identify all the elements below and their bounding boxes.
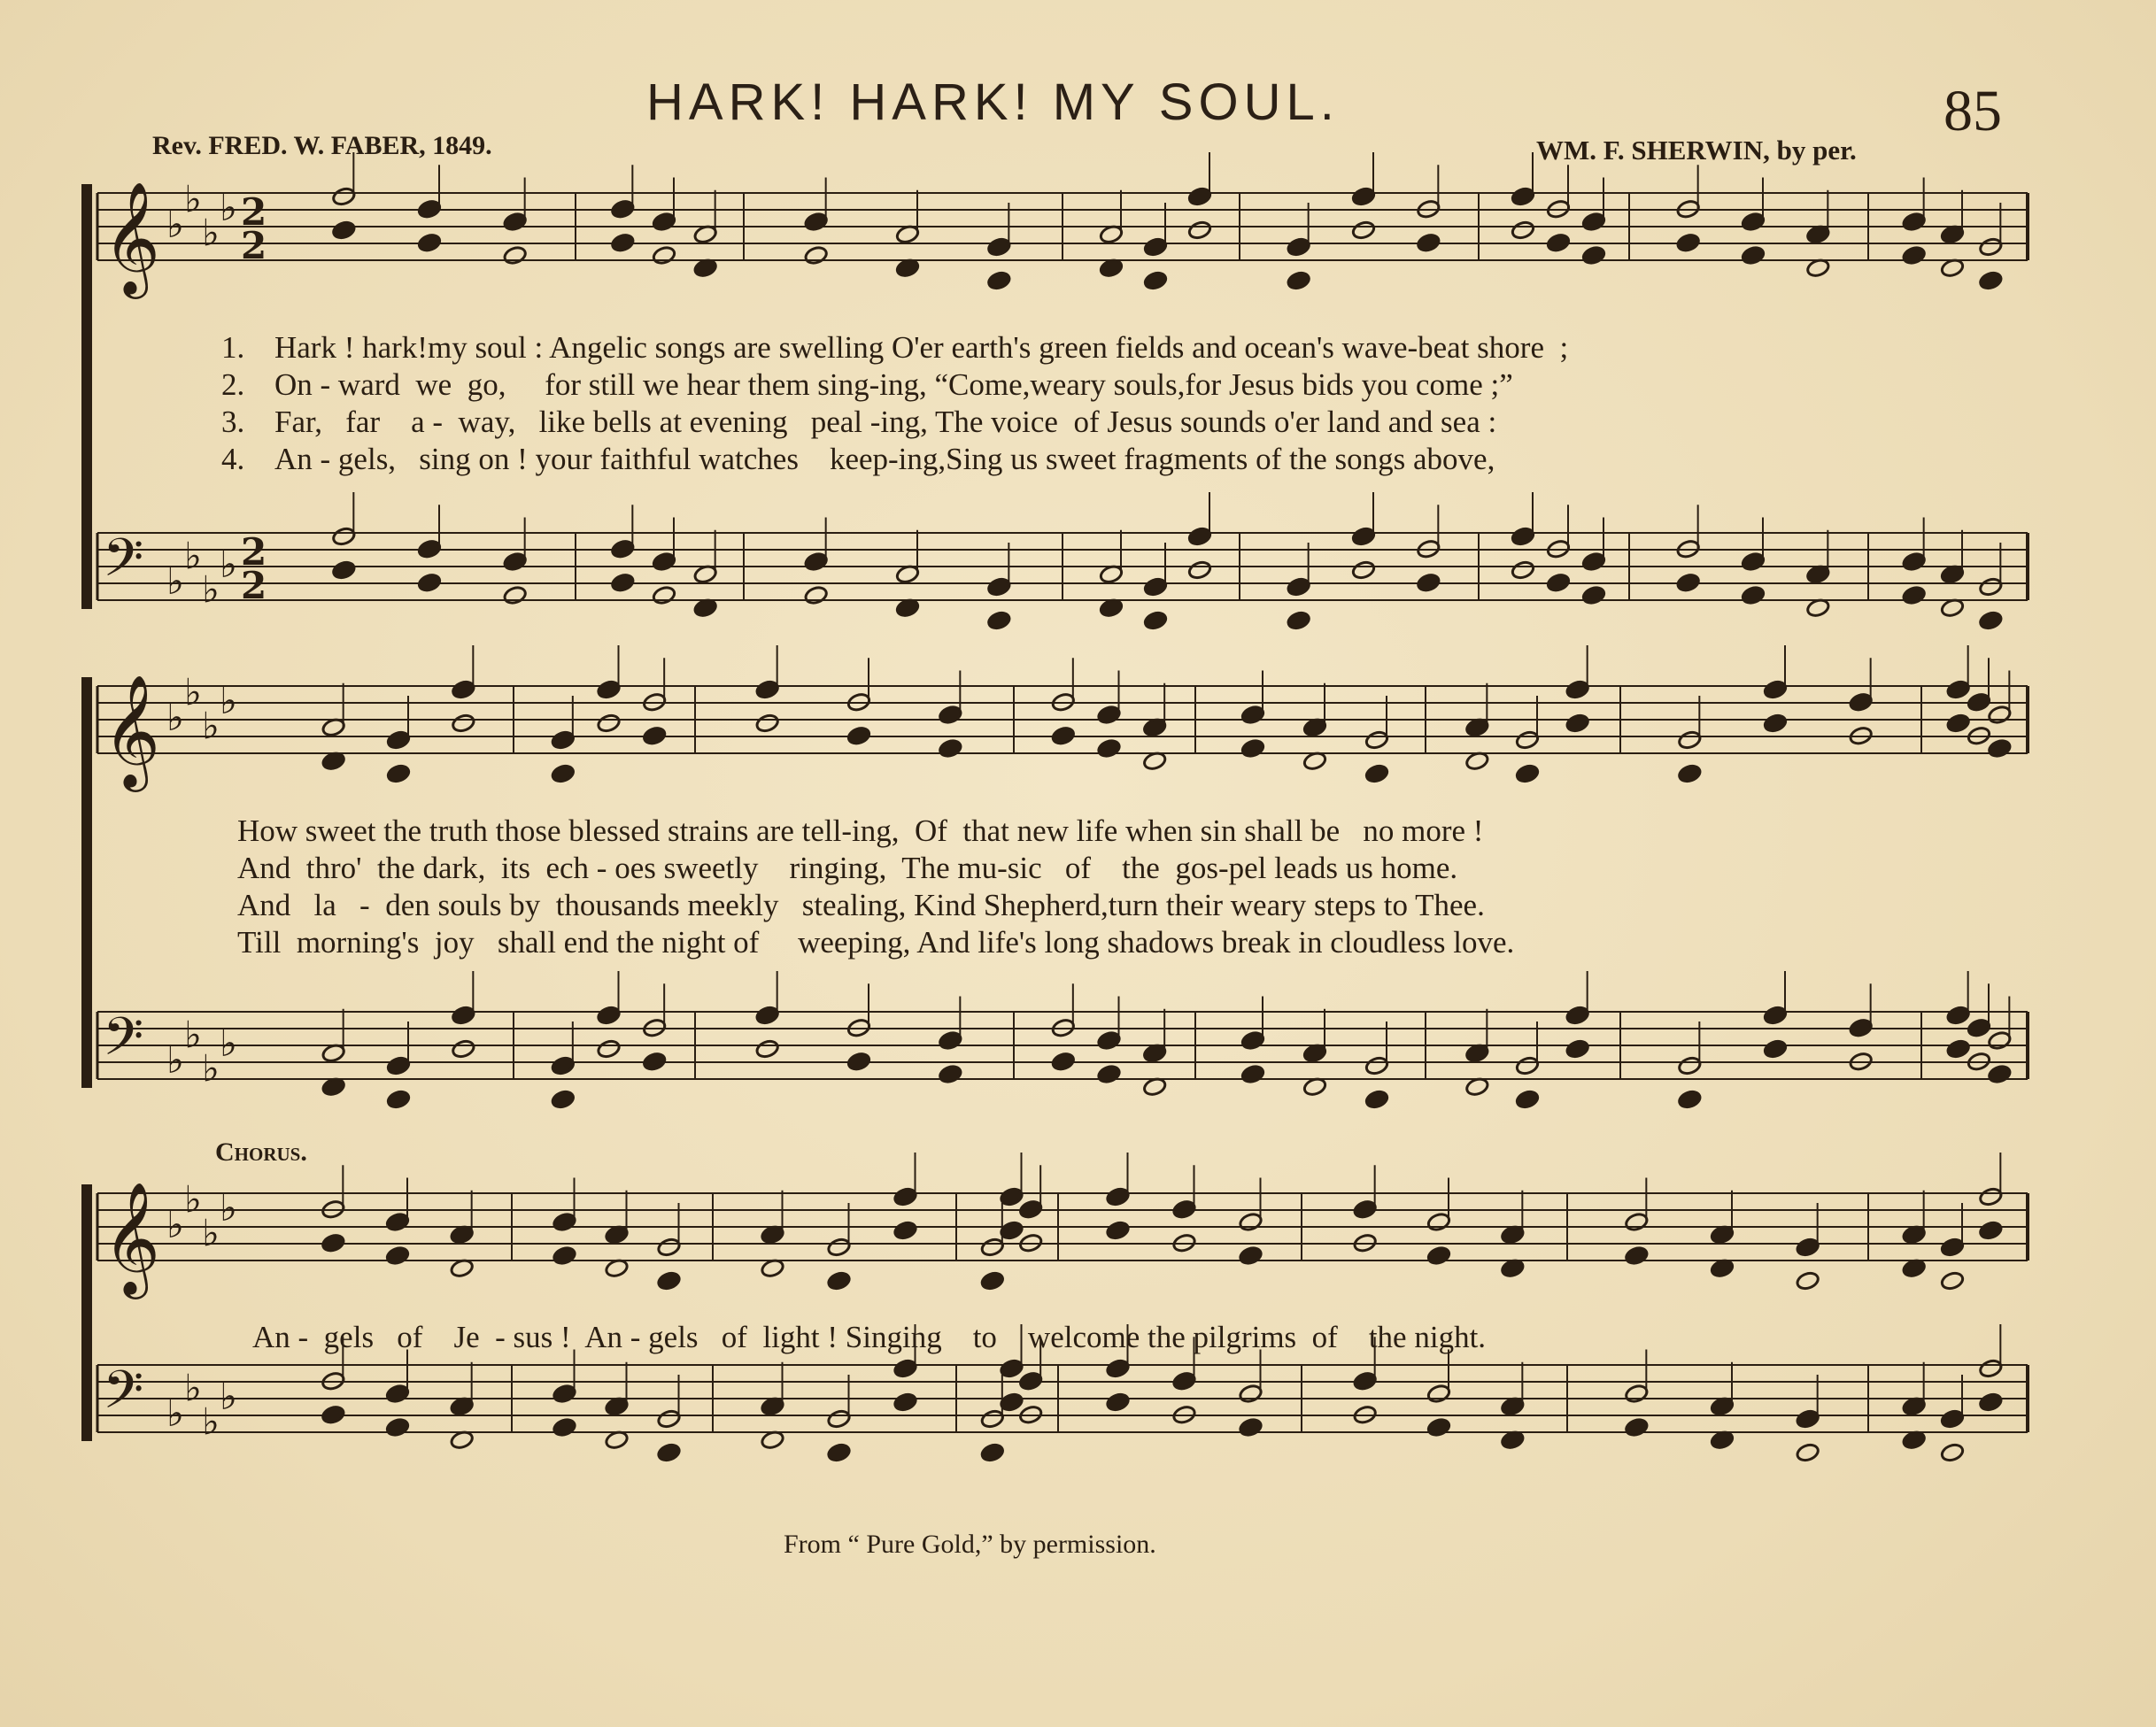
note-head <box>1741 551 1766 572</box>
note-head <box>1240 1064 1265 1084</box>
note-head <box>331 526 356 546</box>
note-head <box>451 1038 475 1059</box>
note-head <box>331 186 356 206</box>
note-head <box>1364 1089 1389 1109</box>
note-head <box>1565 679 1590 699</box>
flat-sign-icon: ♭ <box>202 211 220 255</box>
note-head <box>1238 1245 1263 1266</box>
note-head <box>1511 220 1535 240</box>
note-head <box>893 1220 917 1240</box>
note-head <box>999 1186 1024 1207</box>
note-head <box>1796 1408 1820 1429</box>
chorus-label: Chorus. <box>215 1137 307 1167</box>
note-head <box>1096 1030 1121 1051</box>
note-head <box>417 233 442 253</box>
note-head <box>1105 1220 1130 1240</box>
note-head <box>826 1270 851 1291</box>
note-head <box>755 1005 780 1025</box>
note-head <box>642 1052 667 1072</box>
note-head <box>451 713 475 733</box>
note-head <box>1796 1442 1820 1462</box>
note-head <box>1546 573 1571 593</box>
note-head <box>1364 729 1389 750</box>
note-head <box>1143 236 1168 257</box>
note-head <box>893 1358 917 1378</box>
flat-sign-icon: ♭ <box>166 1203 184 1246</box>
note-head <box>503 245 528 266</box>
note-head <box>1187 526 1212 546</box>
note-head <box>804 585 829 605</box>
note-head <box>1515 1089 1540 1109</box>
verse-line-2b: And thro' the dark, its ech - oes sweetly ringing, The mu-sic of the gos-pel leads us home. <box>237 851 1458 885</box>
note-head <box>1287 576 1311 597</box>
flat-sign-icon: ♭ <box>202 1046 220 1091</box>
note-head <box>503 551 528 572</box>
note-head <box>1940 1408 1965 1429</box>
flat-sign-icon: ♭ <box>220 186 237 229</box>
note-head <box>1624 1245 1649 1266</box>
note-head <box>1978 610 2003 630</box>
note-head <box>1515 763 1540 783</box>
note-head <box>1240 1030 1265 1051</box>
note-head <box>1287 236 1311 257</box>
note-head <box>1763 1038 1788 1059</box>
note-head <box>1105 1358 1130 1378</box>
bass-clef-icon: 𝄢 <box>103 527 144 601</box>
note-head <box>1240 738 1265 759</box>
note-head <box>1581 245 1606 266</box>
note-head <box>980 1270 1005 1291</box>
note-head <box>1187 220 1212 240</box>
note-head <box>386 1089 411 1109</box>
flat-sign-icon: ♭ <box>184 534 202 578</box>
note-head <box>386 729 411 750</box>
note-head <box>331 559 356 580</box>
note-head <box>1096 738 1121 759</box>
note-head <box>1018 1371 1043 1392</box>
note-head <box>1426 1384 1451 1404</box>
note-head <box>938 738 962 759</box>
note-head <box>656 1270 681 1291</box>
note-head <box>1940 1237 1965 1257</box>
note-head <box>652 245 676 266</box>
note-head <box>1967 1018 1991 1038</box>
note-head <box>552 1212 576 1232</box>
system-bracket <box>81 184 92 609</box>
note-head <box>980 1408 1005 1429</box>
note-head <box>1240 705 1265 725</box>
note-head <box>610 233 635 253</box>
note-head <box>1902 245 1927 266</box>
note-head <box>386 763 411 783</box>
note-head <box>385 1417 410 1438</box>
note-head <box>1677 763 1702 783</box>
note-head <box>552 1417 576 1438</box>
note-head <box>386 1055 411 1076</box>
flat-sign-icon: ♭ <box>166 559 184 603</box>
note-head <box>1624 1417 1649 1438</box>
verse-line-4b: Till morning's joy shall end the night of weeping, And life's long shadows break in cloudless love. <box>237 925 1515 960</box>
note-head <box>1940 1442 1965 1462</box>
note-head <box>980 1237 1005 1257</box>
footer-credit: From “ Pure Gold,” by permission. <box>784 1530 1156 1559</box>
note-head <box>1364 763 1389 783</box>
note-head <box>1946 679 1971 699</box>
note-head <box>596 1038 621 1059</box>
bass-clef-icon: 𝄢 <box>103 1006 144 1080</box>
note-head <box>656 1408 681 1429</box>
note-head <box>610 199 635 220</box>
verse-line-1b: How sweet the truth those blessed strains are tell-ing, Of that new life when sin shall be no more ! <box>237 813 1484 848</box>
note-head <box>1677 729 1702 750</box>
note-head <box>417 573 442 593</box>
note-head <box>1143 610 1168 630</box>
note-head <box>503 212 528 232</box>
note-head <box>1624 1384 1649 1404</box>
note-head <box>1987 1030 2012 1051</box>
note-head <box>826 1237 851 1257</box>
verse-line-1: 1. Hark ! hark!my soul : Angelic songs are swelling O'er earth's green fields and ocean's wave-beat shore ; <box>221 330 1569 365</box>
note-head <box>938 705 962 725</box>
flat-sign-icon: ♭ <box>220 1375 237 1418</box>
note-head <box>596 1005 621 1025</box>
note-head <box>846 726 871 746</box>
note-head <box>826 1442 851 1462</box>
note-head <box>1416 233 1441 253</box>
note-head <box>755 713 780 733</box>
note-head <box>1987 738 2012 759</box>
note-head <box>1353 1199 1378 1220</box>
note-head <box>755 1038 780 1059</box>
note-head <box>1051 1052 1076 1072</box>
note-head <box>1796 1270 1820 1291</box>
note-head <box>893 1392 917 1412</box>
note-head <box>1978 270 2003 290</box>
note-head <box>1105 1392 1130 1412</box>
note-head <box>1416 573 1441 593</box>
note-head <box>417 199 442 220</box>
time-signature-top: 2 <box>241 530 267 574</box>
note-head <box>331 220 356 240</box>
hymn-title: HARK! HARK! MY SOUL. <box>646 73 1340 131</box>
note-head <box>610 573 635 593</box>
note-head <box>1946 713 1971 733</box>
note-head <box>1677 1089 1702 1109</box>
note-head <box>1515 1055 1540 1076</box>
note-head <box>846 1052 871 1072</box>
note-head <box>1105 1186 1130 1207</box>
note-head <box>1171 1199 1196 1220</box>
note-head <box>321 1233 345 1253</box>
note-head <box>552 1384 576 1404</box>
note-head <box>1849 692 1874 713</box>
note-head <box>596 679 621 699</box>
note-head <box>1351 220 1376 240</box>
note-head <box>1565 1038 1590 1059</box>
note-head <box>1187 559 1212 580</box>
treble-clef-icon: 𝄞 <box>103 674 161 787</box>
note-head <box>385 1212 410 1232</box>
note-head <box>503 585 528 605</box>
composer-credit: WM. F. SHERWIN, by per. <box>1536 135 1857 166</box>
note-head <box>1565 713 1590 733</box>
note-head <box>1051 726 1076 746</box>
note-head <box>551 729 576 750</box>
flat-sign-icon: ♭ <box>202 1211 220 1255</box>
note-head <box>1143 576 1168 597</box>
note-head <box>1946 1038 1971 1059</box>
note-head <box>826 1408 851 1429</box>
time-signature-bottom: 2 <box>241 564 267 607</box>
note-head <box>1796 1237 1820 1257</box>
note-head <box>1987 1064 2012 1084</box>
note-head <box>656 1442 681 1462</box>
note-head <box>610 539 635 559</box>
author-credit: Rev. FRED. W. FABER, 1849. <box>152 131 492 160</box>
note-head <box>804 551 829 572</box>
verse-line-2: 2. On - ward we go, for still we hear them sing-ing, “Come,weary souls,for Jesus bids you come ;” <box>221 367 1513 402</box>
note-head <box>1902 585 1927 605</box>
note-head <box>1676 573 1701 593</box>
note-head <box>1902 212 1927 232</box>
flat-sign-icon: ♭ <box>166 1038 184 1082</box>
note-head <box>1978 1186 2003 1207</box>
bass-clef-icon: 𝄢 <box>103 1359 144 1433</box>
note-head <box>986 610 1011 630</box>
note-head <box>1978 1392 2003 1412</box>
note-head <box>1978 1358 2003 1378</box>
note-head <box>1581 551 1606 572</box>
note-head <box>986 236 1011 257</box>
flat-sign-icon: ♭ <box>202 704 220 748</box>
note-head <box>1676 233 1701 253</box>
page-number: 85 <box>1943 79 2002 143</box>
note-head <box>1978 236 2003 257</box>
note-head <box>1987 705 2012 725</box>
note-head <box>1581 212 1606 232</box>
note-head <box>804 245 829 266</box>
note-head <box>1677 1055 1702 1076</box>
note-head <box>1565 1005 1590 1025</box>
note-head <box>1426 1245 1451 1266</box>
note-head <box>1426 1417 1451 1438</box>
note-head <box>1351 559 1376 580</box>
system-bracket <box>81 677 92 1088</box>
note-head <box>1351 526 1376 546</box>
note-head <box>417 539 442 559</box>
note-head <box>385 1384 410 1404</box>
verse-line-3: 3. Far, far a - way, like bells at evening peal -ing, The voice of Jesus sounds o'er land and sea : <box>221 405 1497 439</box>
note-head <box>1940 1270 1965 1291</box>
note-head <box>1287 270 1311 290</box>
note-head <box>551 763 576 783</box>
note-head <box>1763 713 1788 733</box>
note-head <box>1096 705 1121 725</box>
note-head <box>451 679 475 699</box>
flat-sign-icon: ♭ <box>202 567 220 612</box>
treble-clef-icon: 𝄞 <box>103 1181 161 1294</box>
system-bracket <box>81 1184 92 1441</box>
time-signature-top: 2 <box>241 190 267 234</box>
note-head <box>1511 526 1535 546</box>
note-head <box>1511 186 1535 206</box>
flat-sign-icon: ♭ <box>166 1392 184 1435</box>
flat-sign-icon: ♭ <box>166 203 184 246</box>
flat-sign-icon: ♭ <box>202 1399 220 1444</box>
note-head <box>1143 270 1168 290</box>
note-head <box>1171 1371 1196 1392</box>
note-head <box>1741 245 1766 266</box>
flat-sign-icon: ♭ <box>220 1022 237 1065</box>
treble-clef-icon: 𝄞 <box>103 181 161 294</box>
note-head <box>1096 1064 1121 1084</box>
note-head <box>1978 1220 2003 1240</box>
flat-sign-icon: ♭ <box>220 543 237 586</box>
flat-sign-icon: ♭ <box>220 679 237 722</box>
note-head <box>656 1237 681 1257</box>
note-head <box>986 576 1011 597</box>
note-head <box>385 1245 410 1266</box>
note-head <box>1978 576 2003 597</box>
note-head <box>1902 551 1927 572</box>
flat-sign-icon: ♭ <box>220 1186 237 1230</box>
note-head <box>551 1089 576 1109</box>
note-head <box>999 1358 1024 1378</box>
note-head <box>652 585 676 605</box>
note-head <box>986 270 1011 290</box>
note-head <box>755 679 780 699</box>
flat-sign-icon: ♭ <box>166 696 184 739</box>
note-head <box>1426 1212 1451 1232</box>
note-head <box>1741 585 1766 605</box>
note-head <box>938 1064 962 1084</box>
chorus-lyrics: An - gels of Je - sus ! An - gels of light ! Singing to welcome the pilgrims of the night. <box>252 1320 1487 1354</box>
note-head <box>1238 1384 1263 1404</box>
flat-sign-icon: ♭ <box>184 1177 202 1222</box>
note-head <box>804 212 829 232</box>
note-head <box>1515 729 1540 750</box>
note-head <box>1763 679 1788 699</box>
note-head <box>1018 1199 1043 1220</box>
note-head <box>451 1005 475 1025</box>
note-head <box>1624 1212 1649 1232</box>
note-head <box>642 726 667 746</box>
note-head <box>1238 1212 1263 1232</box>
note-head <box>1511 559 1535 580</box>
verse-line-4: 4. An - gels, sing on ! your faithful watches keep-ing,Sing us sweet fragments of the songs above, <box>221 442 1495 476</box>
note-head <box>1967 692 1991 713</box>
verse-line-3b: And la - den souls by thousands meekly stealing, Kind Shepherd,turn their weary steps to Thee. <box>237 888 1485 922</box>
note-head <box>1763 1005 1788 1025</box>
note-head <box>1741 212 1766 232</box>
note-head <box>1187 186 1212 206</box>
note-head <box>1238 1417 1263 1438</box>
time-signature-bottom: 2 <box>241 224 267 267</box>
note-head <box>1353 1371 1378 1392</box>
note-head <box>1351 186 1376 206</box>
note-head <box>980 1442 1005 1462</box>
note-head <box>938 1030 962 1051</box>
note-head <box>652 551 676 572</box>
flat-sign-icon: ♭ <box>184 1366 202 1410</box>
note-head <box>321 1405 345 1425</box>
note-head <box>1546 233 1571 253</box>
note-head <box>1581 585 1606 605</box>
note-head <box>1287 610 1311 630</box>
note-head <box>596 713 621 733</box>
note-head <box>1364 1055 1389 1076</box>
flat-sign-icon: ♭ <box>184 670 202 714</box>
note-head <box>1849 1018 1874 1038</box>
flat-sign-icon: ♭ <box>184 177 202 221</box>
note-head <box>652 212 676 232</box>
note-head <box>893 1186 917 1207</box>
flat-sign-icon: ♭ <box>184 1013 202 1057</box>
note-head <box>1946 1005 1971 1025</box>
note-head <box>551 1055 576 1076</box>
note-head <box>552 1245 576 1266</box>
